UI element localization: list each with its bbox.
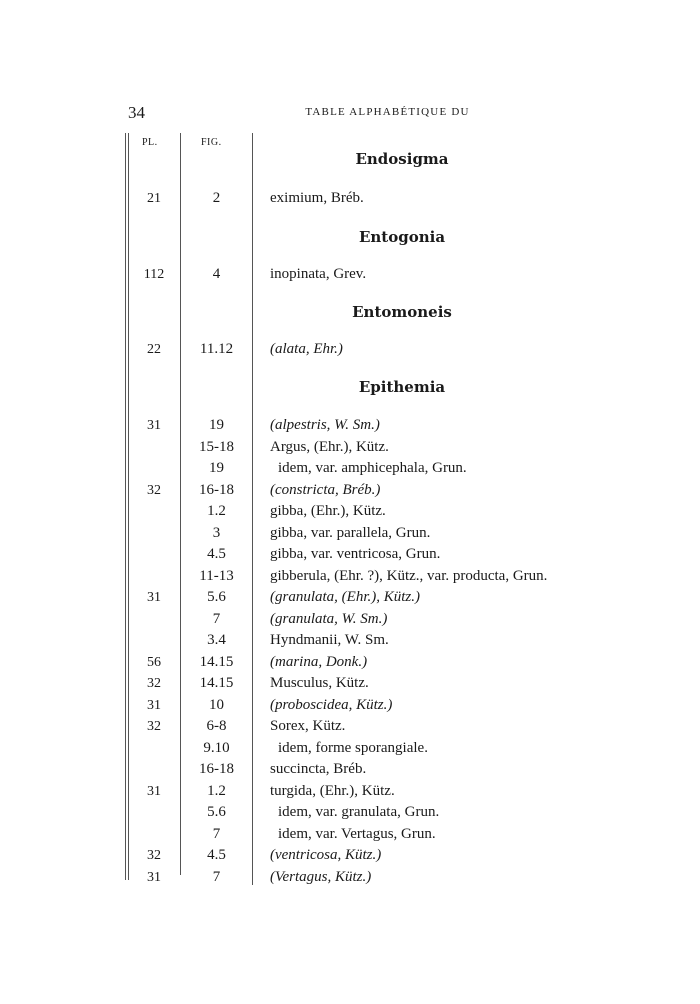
index-entry (0, 264, 700, 285)
running-title: TABLE ALPHABÉTIQUE DU (305, 106, 470, 118)
index-entry (0, 781, 700, 802)
index-entry (0, 673, 700, 694)
species-name: gibberula, (Ehr. ?), Kütz., var. producta, Grun. (270, 567, 548, 584)
figure-number: 14.15 (199, 653, 234, 670)
plate-number: 56 (147, 654, 161, 670)
species-name: (granulata, W. Sm.) (270, 610, 388, 627)
species-name: (Vertagus, Kütz.) (270, 868, 372, 885)
species-name: eximium, Bréb. (270, 190, 364, 206)
index-entry (0, 501, 700, 522)
page-number: 34 (128, 103, 145, 122)
index-entry (0, 339, 700, 360)
index-entry (0, 523, 700, 544)
plate-number: 31 (147, 869, 161, 885)
species-name: (alpestris, W. Sm.) (270, 417, 380, 433)
figure-number: 5.6 (207, 589, 226, 605)
plate-number: 32 (147, 676, 161, 691)
species-name: idem, var. Vertagus, Grun. (278, 825, 436, 842)
column-header-fig: FIG. (201, 137, 222, 148)
species-name: turgida, (Ehr.), Kütz. (270, 782, 395, 799)
index-entry (0, 587, 700, 608)
plate-number: 22 (147, 342, 161, 357)
plate-number: 31 (147, 418, 161, 433)
figure-number: 2 (212, 190, 221, 206)
column-header-pl: PL. (142, 137, 158, 148)
plate-number: 31 (147, 590, 161, 605)
figure-number: 16-18 (199, 481, 234, 498)
index-entry (0, 652, 700, 673)
index-entry (0, 630, 700, 651)
index-entry (0, 458, 700, 479)
figure-number: 5.6 (207, 804, 226, 820)
index-entry (0, 845, 700, 866)
species-name: idem, forme sporangiale. (278, 739, 428, 756)
index-entry (0, 867, 700, 888)
index-entry (0, 188, 700, 209)
index-entry (0, 716, 700, 737)
figure-number: 1.2 (207, 503, 226, 519)
species-name: succincta, Bréb. (270, 761, 367, 777)
figure-number: 9.10 (203, 739, 230, 756)
figure-number: 19 (209, 460, 224, 476)
index-entry (0, 738, 700, 759)
species-name: Argus, (Ehr.), Kütz. (270, 438, 389, 455)
figure-number: 3.4 (207, 632, 226, 648)
species-name: gibba, var. ventricosa, Grun. (270, 546, 441, 562)
species-name: idem, var. amphicephala, Grun. (278, 460, 467, 476)
figure-number: 11.12 (199, 341, 234, 357)
index-entry (0, 437, 700, 458)
index-entry (0, 480, 700, 501)
figure-number: 4.5 (207, 847, 226, 863)
figure-number: 4.5 (207, 546, 226, 562)
species-name: (proboscidea, Kütz.) (270, 696, 393, 713)
index-entry (0, 759, 700, 780)
species-name: (granulata, (Ehr.), Kütz.) (270, 589, 420, 605)
figure-number: 1.2 (207, 782, 226, 799)
figure-number: 19 (209, 417, 224, 433)
plate-number: 31 (147, 783, 161, 799)
figure-number: 7 (212, 610, 221, 627)
figure-number: 14.15 (199, 675, 234, 691)
index-entry (0, 824, 700, 845)
figure-number: 3 (212, 524, 221, 541)
plate-number: 32 (147, 482, 161, 498)
figure-number: 10 (209, 696, 224, 713)
plate-number: 31 (147, 697, 161, 713)
index-entry (0, 609, 700, 630)
species-name: (alata, Ehr.) (270, 341, 343, 357)
plate-number: 32 (147, 719, 161, 734)
plate-number: 21 (147, 191, 161, 206)
species-name: idem, var. granulata, Grun. (278, 804, 440, 820)
figure-number: 6-8 (206, 718, 227, 734)
figure-number: 16-18 (199, 761, 234, 777)
figure-number: 11-13 (199, 567, 234, 584)
genus-heading: Epithemia (358, 378, 446, 396)
species-name: gibba, var. parallela, Grun. (270, 524, 431, 541)
species-name: Hyndmanii, W. Sm. (270, 632, 389, 648)
species-name: (constricta, Bréb.) (270, 481, 381, 498)
index-entry (0, 415, 700, 436)
plate-number: 32 (147, 848, 161, 863)
species-name: Sorex, Kütz. (270, 718, 346, 734)
index-entry (0, 544, 700, 565)
index-entry (0, 695, 700, 716)
genus-heading: Endosigma (355, 150, 449, 168)
index-entry (0, 802, 700, 823)
species-name: Musculus, Kütz. (270, 675, 369, 691)
species-name: (marina, Donk.) (270, 653, 368, 670)
figure-number: 7 (212, 825, 221, 842)
species-name: gibba, (Ehr.), Kütz. (270, 503, 386, 519)
figure-number: 4 (212, 266, 221, 282)
genus-heading: Entogonia (358, 228, 446, 246)
index-entry (0, 566, 700, 587)
figure-number: 7 (212, 868, 221, 885)
species-name: inopinata, Grev. (270, 266, 367, 282)
species-name: (ventricosa, Kütz.) (270, 847, 382, 863)
figure-number: 15-18 (199, 438, 234, 455)
plate-number: 112 (143, 267, 165, 282)
genus-heading: Entomoneis (352, 303, 452, 321)
